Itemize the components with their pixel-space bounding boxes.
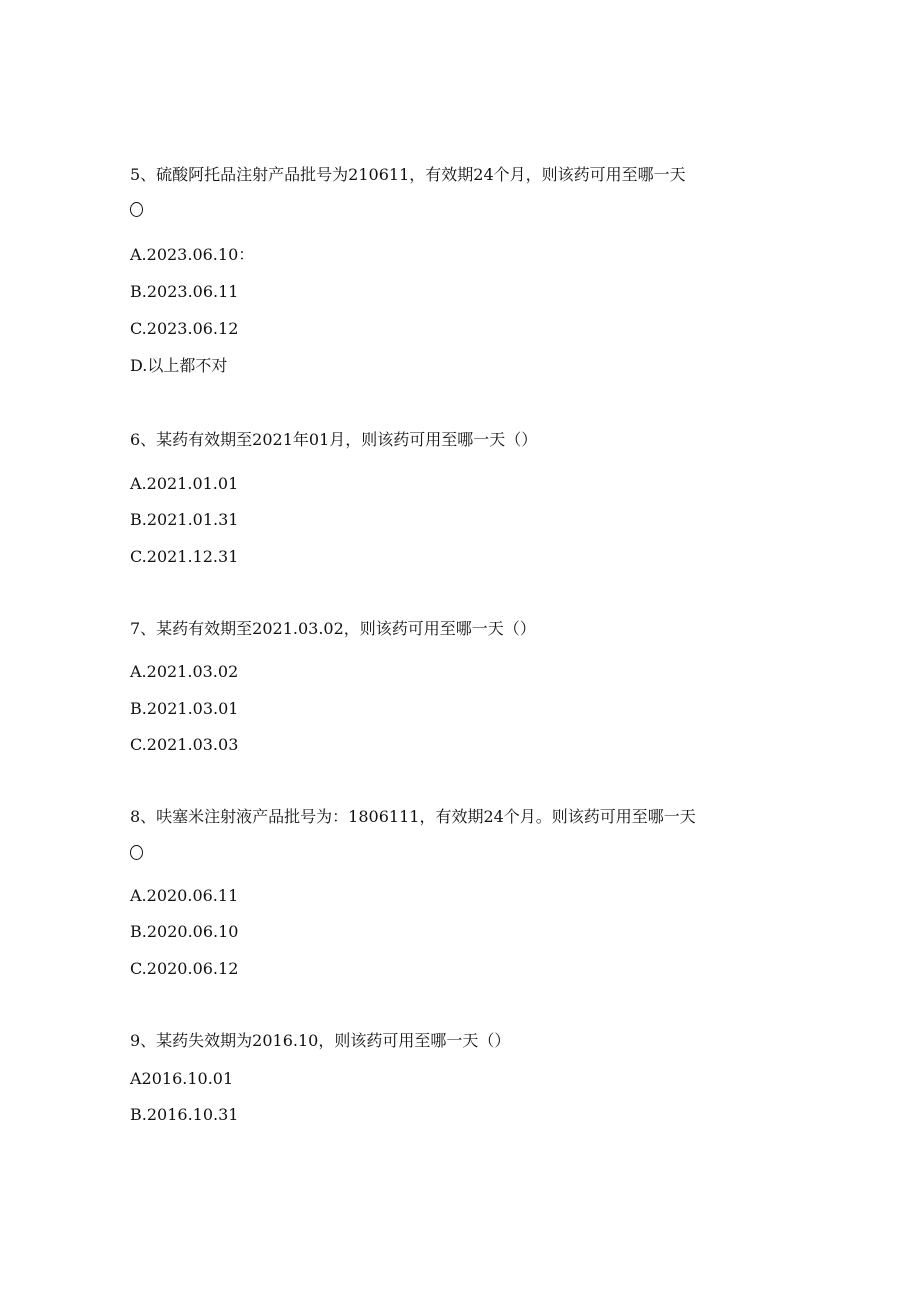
question-5-option-d: D.以上都不对 — [130, 356, 228, 375]
question-8-option-b: B.2020.06.10 — [130, 922, 239, 941]
question-7-option-c: C.2021.03.03 — [130, 735, 239, 754]
question-9-option-a: A2016.10.01 — [130, 1069, 234, 1088]
question-5-option-b: B.2023.06.11 — [130, 282, 239, 301]
question-7-stem: 7、某药有效期至2021.03.02，则该药可用至哪一天（） — [130, 619, 536, 638]
question-7-option-b: B.2021.03.01 — [130, 699, 239, 718]
question-8-stem: 8、呋塞米注射液产品批号为：1806111，有效期24个月。则该药可用至哪一天 — [130, 807, 696, 826]
question-6-option-b: B.2021.01.31 — [130, 510, 239, 529]
question-5-option-a: A.2023.06.10： — [130, 245, 255, 264]
question-9-stem: 9、某药失效期为2016.10，则该药可用至哪一天（） — [130, 1031, 511, 1050]
question-9-option-b: B.2016.10.31 — [130, 1105, 239, 1124]
question-5-stem: 5、硫酸阿托品注射产品批号为210611，有效期24个月，则该药可用至哪一天 — [130, 165, 686, 184]
question-6-option-a: A.2021.01.01 — [130, 474, 239, 493]
answer-blank-circle — [130, 202, 143, 217]
question-7-option-a: A.2021.03.02 — [130, 662, 239, 681]
question-5-option-c: C.2023.06.12 — [130, 319, 239, 338]
question-6-stem: 6、某药有效期至2021年01月，则该药可用至哪一天（） — [130, 430, 538, 449]
question-8-option-c: C.2020.06.12 — [130, 959, 239, 978]
answer-blank-circle — [130, 845, 143, 860]
question-6-option-c: C.2021.12.31 — [130, 547, 239, 566]
question-8-option-a: A.2020.06.11 — [130, 886, 239, 905]
